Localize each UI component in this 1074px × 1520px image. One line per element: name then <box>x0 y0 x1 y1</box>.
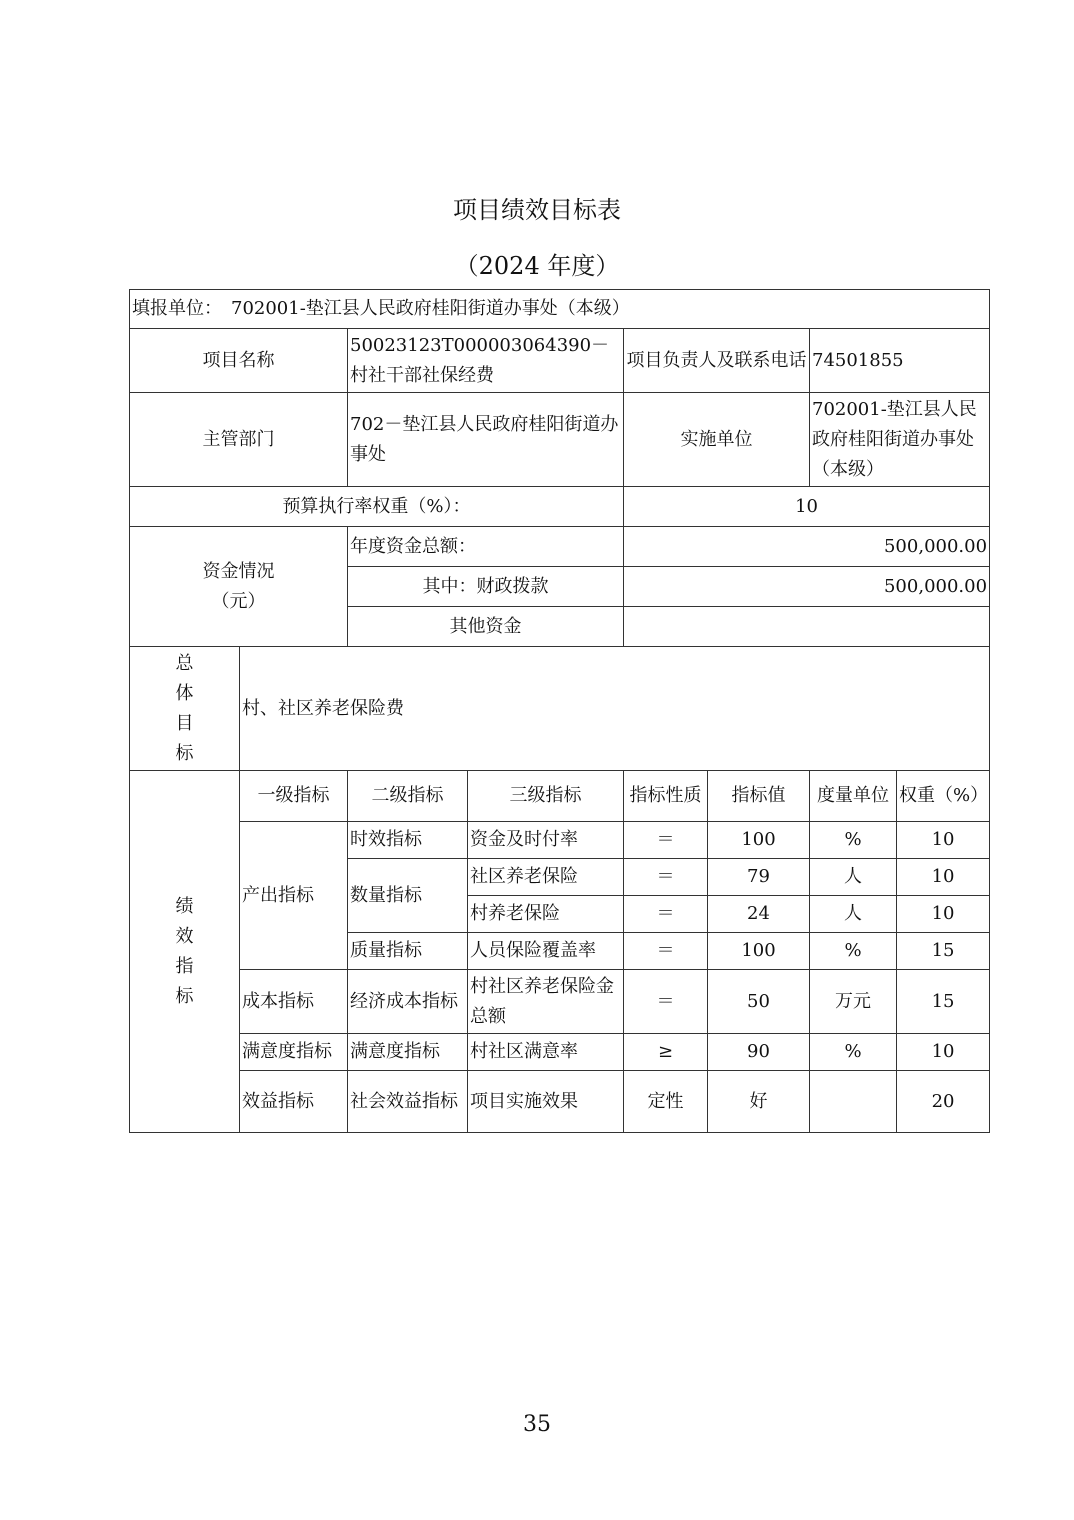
nature-cell: ＝ <box>624 933 708 970</box>
overall-goal-text: 村、社区养老保险费 <box>240 647 990 771</box>
funds-label-line1: 资金情况 <box>202 560 275 582</box>
value-cell: 100 <box>708 822 810 859</box>
table-row <box>130 1034 990 1071</box>
level3-name: 村养老保险 <box>468 896 624 933</box>
value-cell: 24 <box>708 896 810 933</box>
dept-value: 702－垫江县人民政府桂阳街道办事处 <box>348 393 624 487</box>
level2-economic-cost: 经济成本指标 <box>348 970 468 1034</box>
weight-cell: 20 <box>897 1071 990 1133</box>
performance-table <box>129 289 990 1133</box>
funds-other-label: 其他资金 <box>348 607 624 647</box>
page-number: 35 <box>523 1412 551 1437</box>
project-name-label: 项目名称 <box>130 329 348 393</box>
nature-cell: ≥ <box>624 1034 708 1071</box>
level1-satisfaction: 满意度指标 <box>240 1034 348 1071</box>
project-leader-label: 项目负责人及联系电话 <box>624 329 810 393</box>
funds-fiscal-label: 其中：财政拨款 <box>348 567 624 607</box>
level2-quantity: 数量指标 <box>348 859 468 933</box>
unit-cell: % <box>810 822 897 859</box>
value-cell: 90 <box>708 1034 810 1071</box>
unit-cell: 万元 <box>810 970 897 1034</box>
nature-cell: ＝ <box>624 970 708 1034</box>
table-row <box>130 970 990 1034</box>
unit-cell: 人 <box>810 896 897 933</box>
weight-cell: 15 <box>897 970 990 1034</box>
level3-name: 村社区养老保险金总额 <box>468 970 624 1034</box>
header-level2: 二级指标 <box>348 771 468 822</box>
value-cell: 好 <box>708 1071 810 1133</box>
goal-char: 标 <box>175 742 194 764</box>
funds-label <box>130 527 348 647</box>
nature-cell: 定性 <box>624 1071 708 1133</box>
funds-total-label: 年度资金总额： <box>348 527 624 567</box>
perf-char: 标 <box>175 985 194 1007</box>
nature-cell: ＝ <box>624 896 708 933</box>
impl-unit-value: 702001-垫江县人民政府桂阳街道办事处（本级） <box>810 393 990 487</box>
goal-char: 目 <box>175 712 194 734</box>
level3-name: 社区养老保险 <box>468 859 624 896</box>
level2-satisfaction: 满意度指标 <box>348 1034 468 1071</box>
table-row <box>130 822 990 859</box>
level3-name: 村社区满意率 <box>468 1034 624 1071</box>
level2-quality: 质量指标 <box>348 933 468 970</box>
value-cell: 50 <box>708 970 810 1034</box>
funds-label-line2: （元） <box>211 590 266 612</box>
unit-cell <box>810 1071 897 1133</box>
header-level3: 三级指标 <box>468 771 624 822</box>
level3-name: 人员保险覆盖率 <box>468 933 624 970</box>
overall-goal-label <box>130 647 240 771</box>
report-unit: 填报单位： 702001-垫江县人民政府桂阳街道办事处（本级） <box>130 290 990 329</box>
budget-weight-value: 10 <box>624 487 990 527</box>
level1-cost: 成本指标 <box>240 970 348 1034</box>
header-unit: 度量单位 <box>810 771 897 822</box>
level2-timeliness: 时效指标 <box>348 822 468 859</box>
level3-name: 资金及时付率 <box>468 822 624 859</box>
weight-cell: 10 <box>897 859 990 896</box>
weight-cell: 10 <box>897 1034 990 1071</box>
budget-weight-label: 预算执行率权重（%）： <box>130 487 624 527</box>
header-weight: 权重（%） <box>897 771 990 822</box>
funds-fiscal-value: 500,000.00 <box>624 567 990 607</box>
unit-cell: % <box>810 933 897 970</box>
perf-char: 指 <box>175 955 194 977</box>
goal-char: 总 <box>175 652 194 674</box>
level3-name: 项目实施效果 <box>468 1071 624 1133</box>
nature-cell: ＝ <box>624 859 708 896</box>
nature-cell: ＝ <box>624 822 708 859</box>
header-value: 指标值 <box>708 771 810 822</box>
level2-social-benefit: 社会效益指标 <box>348 1071 468 1133</box>
unit-cell: 人 <box>810 859 897 896</box>
perf-char: 绩 <box>175 895 194 917</box>
header-level1: 一级指标 <box>240 771 348 822</box>
weight-cell: 15 <box>897 933 990 970</box>
funds-other-value <box>624 607 990 647</box>
unit-cell: % <box>810 1034 897 1071</box>
perf-char: 效 <box>175 925 194 947</box>
goal-char: 体 <box>175 682 194 704</box>
level1-benefit: 效益指标 <box>240 1071 348 1133</box>
header-nature: 指标性质 <box>624 771 708 822</box>
weight-cell: 10 <box>897 896 990 933</box>
table-row <box>130 1071 990 1133</box>
page-title: 项目绩效目标表 <box>453 196 621 224</box>
project-leader-value: 74501855 <box>810 329 990 393</box>
value-cell: 100 <box>708 933 810 970</box>
project-name-value: 50023123T000003064390－村社干部社保经费 <box>348 329 624 393</box>
value-cell: 79 <box>708 859 810 896</box>
funds-total-value: 500,000.00 <box>624 527 990 567</box>
perf-indicator-label <box>130 771 240 1133</box>
dept-label: 主管部门 <box>130 393 348 487</box>
level1-output: 产出指标 <box>240 822 348 970</box>
impl-unit-label: 实施单位 <box>624 393 810 487</box>
weight-cell: 10 <box>897 822 990 859</box>
page-subtitle: （2024 年度） <box>454 252 620 280</box>
